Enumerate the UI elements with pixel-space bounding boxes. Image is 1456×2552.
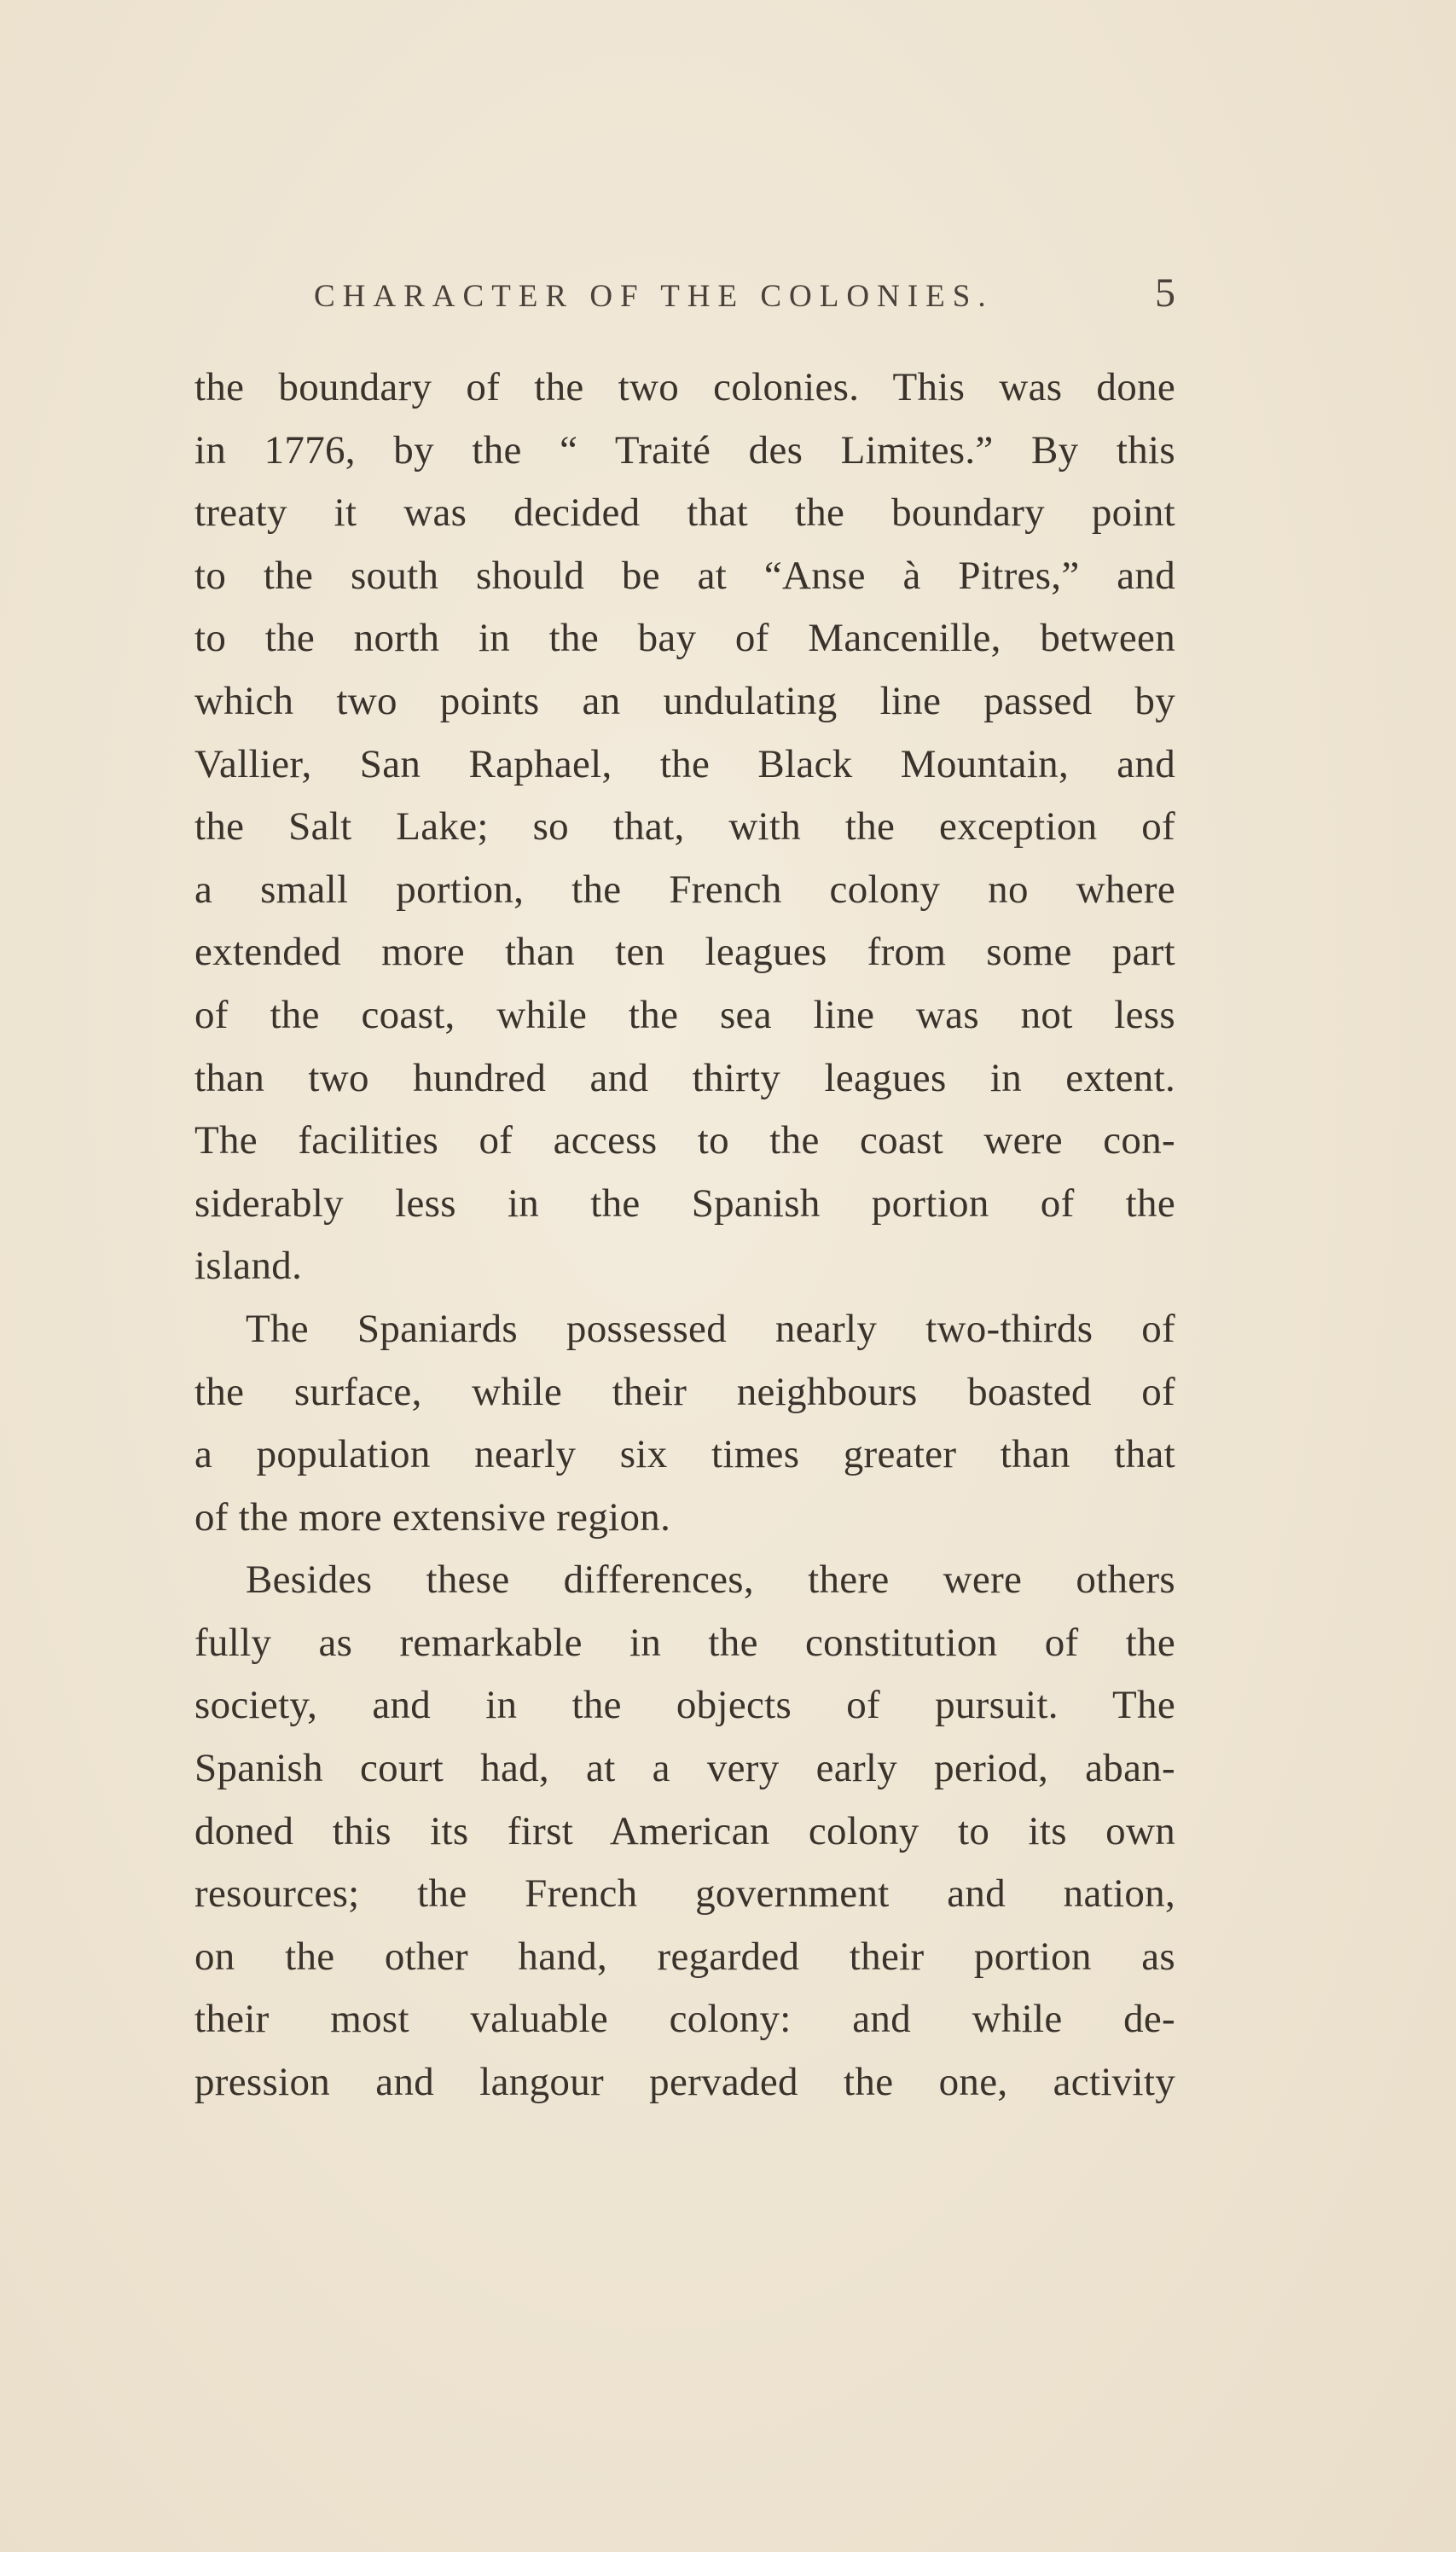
paragraph <box>194 1549 1175 2114</box>
text-line: a small portion, the French colony no where <box>194 867 1175 912</box>
text-line: treaty it was decided that the boundary point <box>194 490 1175 536</box>
text-line: than two hundred and thirty leagues in extent. <box>194 1055 1175 1100</box>
text-line: to the south should be at “Anse à Pitres,” and <box>194 553 1175 598</box>
text-line: their most valuable colony: and while de- <box>194 1997 1175 2042</box>
text-line: which two points an undulating line passed by <box>194 678 1175 723</box>
text-line: The facilities of access to the coast were con- <box>194 1118 1175 1163</box>
running-title: CHARACTER OF THE COLONIES. <box>314 279 994 314</box>
text-line: fully as remarkable in the constitution of the <box>194 1620 1175 1665</box>
text-line: island. <box>194 1244 303 1289</box>
paragraph <box>194 1298 1175 1549</box>
text-line: doned this its first American colony to its own <box>194 1808 1175 1853</box>
text-line: the surface, while their neighbours boasted of <box>194 1369 1175 1414</box>
text-line: of the more extensive region. <box>194 1494 671 1540</box>
text-line: siderably less in the Spanish portion of the <box>194 1180 1175 1226</box>
running-head <box>194 271 1175 322</box>
text-line: the Salt Lake; so that, with the exception of <box>194 804 1175 850</box>
paragraph <box>194 357 1175 1298</box>
text-line: Spanish court had, at a very early period, aban- <box>194 1746 1175 1791</box>
text-line: on the other hand, regarded their portion as <box>194 1934 1175 1979</box>
text-line: in 1776, by the “ Traité des Limites.” By this <box>194 427 1175 473</box>
text-line: extended more than ten leagues from some part <box>194 930 1175 975</box>
text-line: society, and in the objects of pursuit. The <box>194 1683 1175 1728</box>
text-line: of the coast, while the sea line was not less <box>194 992 1175 1037</box>
text-line: Vallier, San Raphael, the Black Mountain, and <box>194 741 1175 786</box>
body-text <box>194 357 1175 2114</box>
text-line: resources; the French government and nation, <box>194 1871 1175 1917</box>
page-number: 5 <box>1155 270 1175 316</box>
text-line: The Spaniards possessed nearly two-thirds of <box>246 1306 1175 1351</box>
text-line: the boundary of the two colonies. This was done <box>194 365 1175 409</box>
text-line: a population nearly six times greater than that <box>194 1432 1175 1477</box>
text-line: to the north in the bay of Mancenille, between <box>194 616 1175 661</box>
text-line: Besides these differences, there were others <box>246 1557 1175 1603</box>
text-line: pression and langour pervaded the one, activity <box>194 2060 1175 2105</box>
